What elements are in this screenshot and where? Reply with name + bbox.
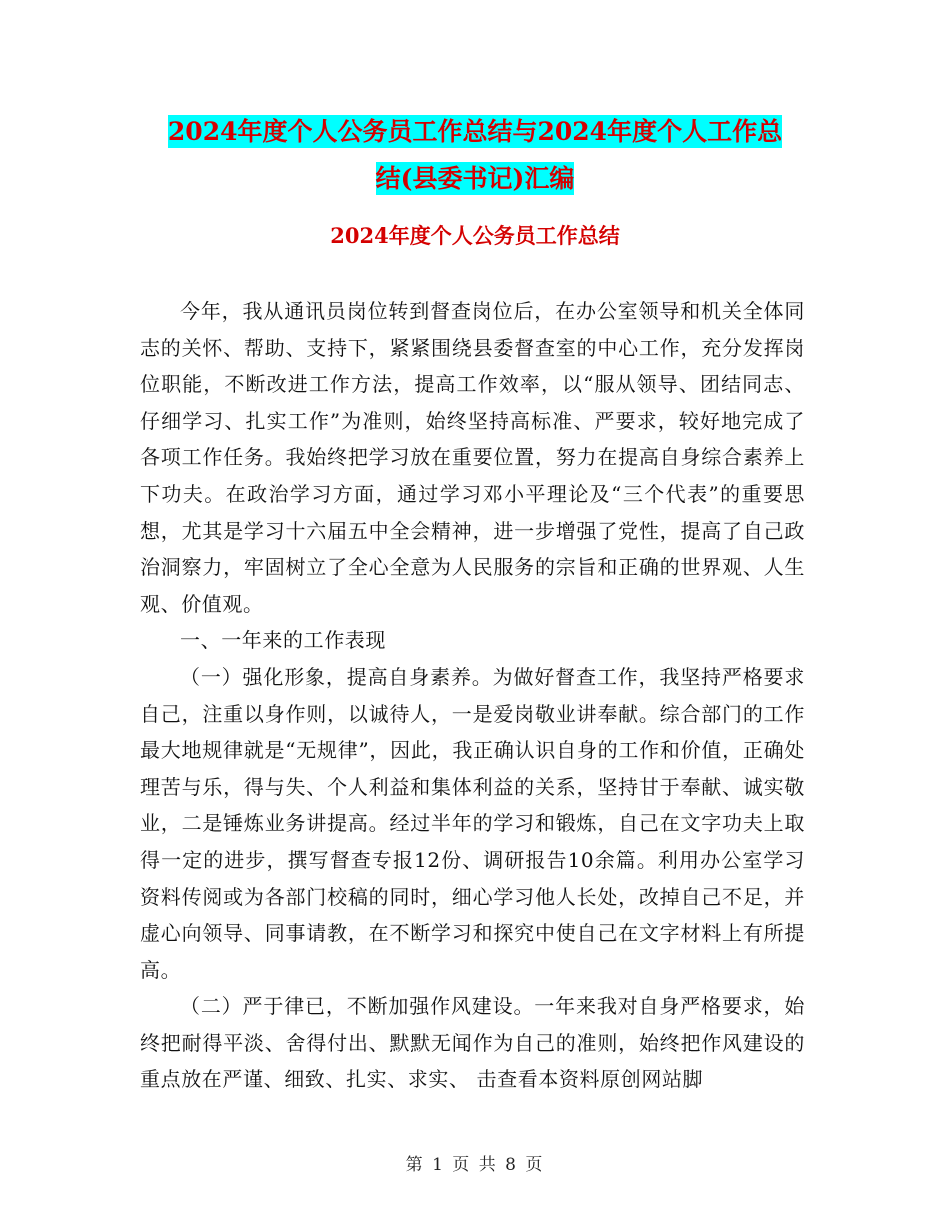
section-title: 2024年度个人公务员工作总结	[330, 223, 620, 248]
page-footer: 第 1 页 共 8 页	[405, 1155, 545, 1175]
document-body	[140, 293, 805, 1098]
paragraph-item-1: （一）强化形象，提高自身素养。为做好督查工作，我坚持严格要求自己，注重以身作则，以诚待人，一是爱岗敬业讲奉献。综合部门的工作最大地规律就是“无规律”，因此，我正确认识自身的工作和价值，正确处理苦与乐，得与失、个人利益和集体利益的关系，坚持甘于奉献、诚实敬业，二是锤炼业务讲提高。经过半年的学习和锻炼，自己在文字功夫上取得一定的进步，撰写督查专报12份、调研报告10余篇。利用办公室学习资料传阅或为各部门校稿的同时，细心学习他人长处，改掉自己不足，并虚心向领导、同事请教，在不断学习和探究中使自己在文字材料上有所提高。	[140, 664, 805, 982]
paragraph-intro: 今年，我从通讯员岗位转到督查岗位后，在办公室领导和机关全体同志的关怀、帮助、支持下，紧紧围绕县委督查室的中心工作，充分发挥岗位职能，不断改进工作方法，提高工作效率，以“服从领导、团结同志、仔细学习、扎实工作”为准则，始终坚持高标准、严要求，较好地完成了各项工作任务。我始终把学习放在重要位置，努力在提高自身综合素养上下功夫。在政治学习方面，通过学习邓小平理论及“三个代表”的重要思想，尤其是学习十六届五中全会精神，进一步增强了党性，提高了自己政治洞察力，牢固树立了全心全意为人民服务的宗旨和正确的世界观、人生观、价值观。	[140, 299, 805, 616]
title-line-1: 2024年度个人公务员工作总结与2024年度个人工作总	[167, 117, 783, 146]
paragraph-heading-1: 一、一年来的工作表现	[180, 628, 386, 653]
document-title	[140, 108, 810, 202]
paragraph-item-2: （二）严于律已，不断加强作风建设。一年来我对自身严格要求，始终把耐得平淡、舍得付出、默默无闻作为自己的准则，始终把作风建设的重点放在严谨、细致、扎实、求实、 击查看本资料原创网站脚	[140, 994, 805, 1092]
title-line-2: 结(县委书记)汇编	[375, 164, 575, 193]
